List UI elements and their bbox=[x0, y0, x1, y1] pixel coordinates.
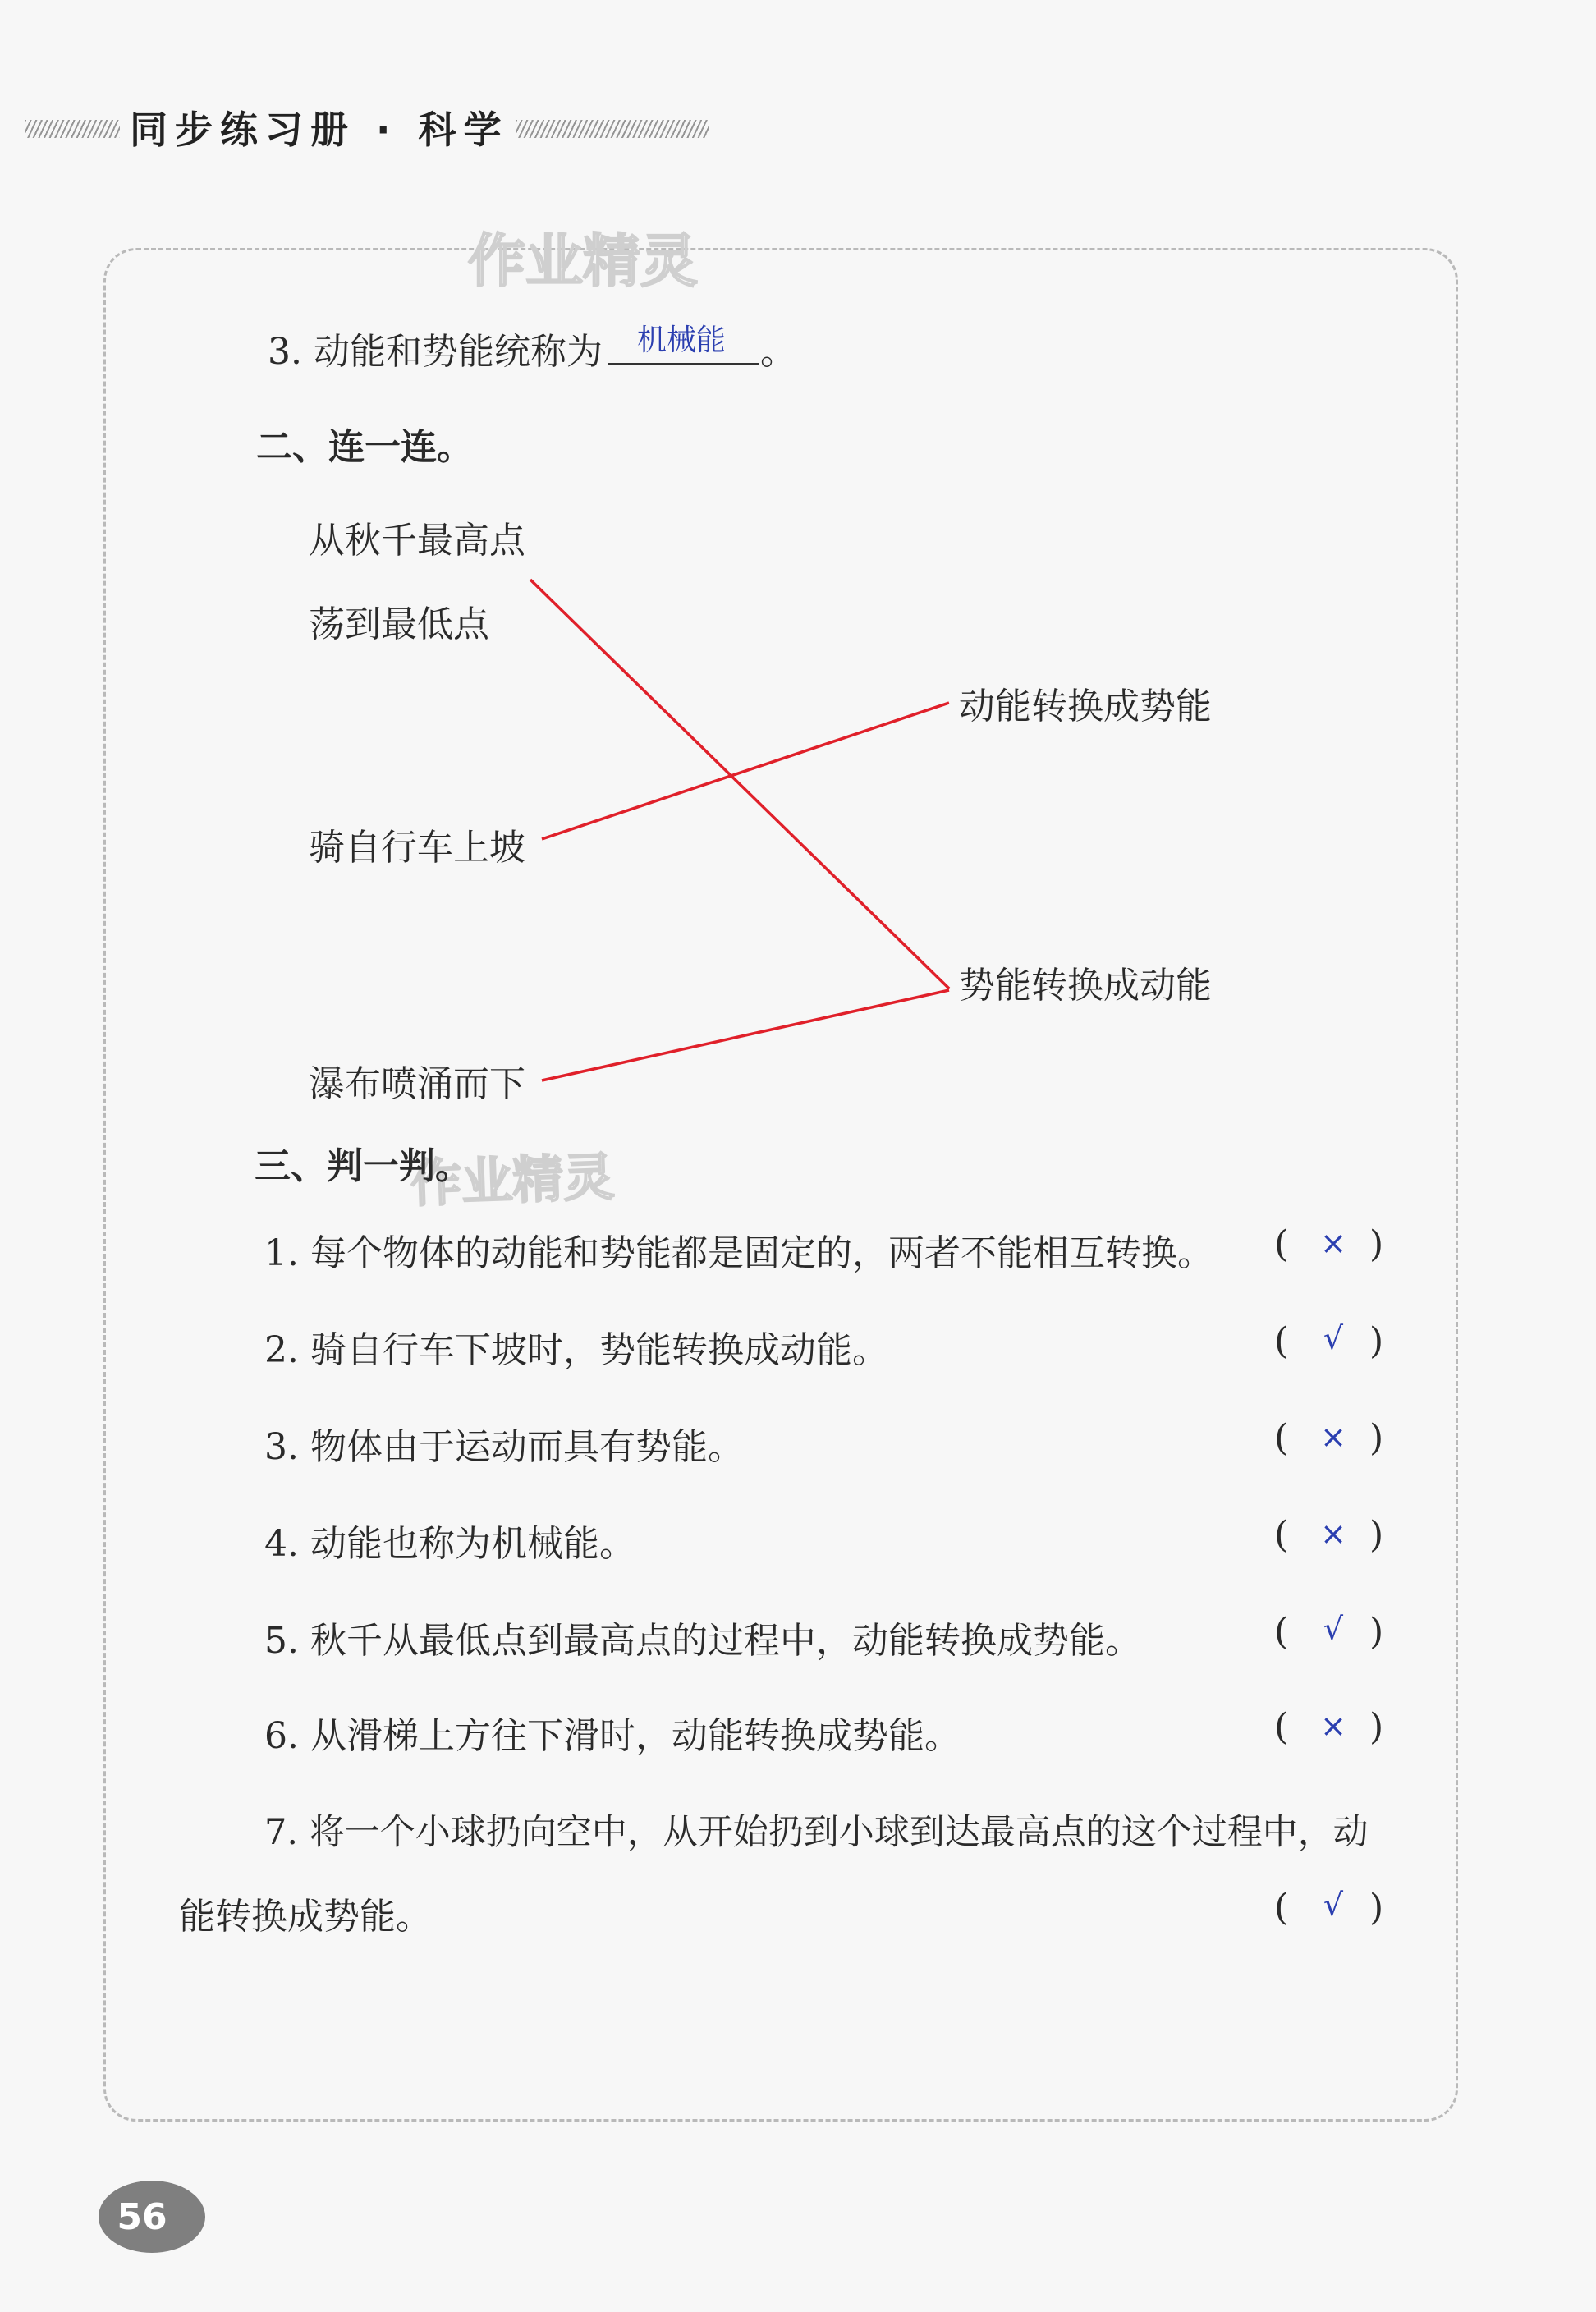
judge-answer-mark: √ bbox=[1323, 1887, 1344, 1923]
judge-item-text: 6. 从滑梯上方往下滑时，动能转换成势能。 bbox=[264, 1715, 961, 1757]
paren-open: ( bbox=[1274, 1223, 1289, 1265]
paren-open: ( bbox=[1274, 1514, 1289, 1556]
judge-item-text: 4. 动能也称为机械能。 bbox=[264, 1523, 635, 1565]
paren-close: ) bbox=[1369, 1887, 1384, 1929]
paren-close: ) bbox=[1369, 1706, 1384, 1748]
fill-question-text: 3. 动能和势能统称为 bbox=[268, 331, 603, 373]
match-right-item: 势能转换成动能 bbox=[959, 965, 1212, 1007]
paren-close: ) bbox=[1369, 1514, 1384, 1556]
match-right-item: 动能转换成势能 bbox=[959, 686, 1212, 727]
header-title: 同步练习册 · 科学 bbox=[130, 108, 509, 152]
paren-open: ( bbox=[1274, 1887, 1289, 1929]
judge-item-text: 7. 将一个小球扔向空中，从开始扔到小球到达最高点的这个过程中，动 bbox=[264, 1812, 1369, 1853]
paren-open: ( bbox=[1274, 1706, 1289, 1748]
judge-answer-mark: × bbox=[1320, 1708, 1346, 1744]
page-number: 56 bbox=[99, 2181, 205, 2253]
match-left-item: 荡到最低点 bbox=[309, 603, 489, 645]
match-left-item: 瀑布喷涌而下 bbox=[309, 1063, 525, 1105]
fill-question-tail: 。 bbox=[760, 331, 796, 373]
judge-item-text: 1. 每个物体的动能和势能都是固定的，两者不能相互转换。 bbox=[264, 1232, 1213, 1274]
judge-answer-mark: × bbox=[1320, 1419, 1346, 1455]
paren-close: ) bbox=[1369, 1611, 1384, 1653]
match-line bbox=[542, 990, 949, 1080]
match-left-item: 骑自行车上坡 bbox=[309, 827, 525, 869]
paren-open: ( bbox=[1274, 1320, 1289, 1362]
paren-close: ) bbox=[1369, 1320, 1384, 1362]
paren-open: ( bbox=[1274, 1417, 1289, 1459]
judge-item-text: 3. 物体由于运动而具有势能。 bbox=[264, 1426, 744, 1468]
judge-item-text: 5. 秋千从最低点到最高点的过程中，动能转换成势能。 bbox=[264, 1620, 1141, 1662]
match-left-item: 从秋千最高点 bbox=[309, 520, 525, 562]
judge-item-text: 2. 骑自行车下坡时，势能转换成动能。 bbox=[264, 1329, 888, 1371]
judge-answer-mark: × bbox=[1320, 1516, 1346, 1552]
watermark-logo: 作业精灵 bbox=[468, 227, 698, 295]
section-title-matching: 二、连一连。 bbox=[256, 426, 473, 468]
paren-close: ) bbox=[1369, 1417, 1384, 1459]
judge-answer-mark: √ bbox=[1323, 1611, 1344, 1647]
paren-close: ) bbox=[1369, 1223, 1384, 1265]
judge-answer-mark: × bbox=[1320, 1225, 1346, 1261]
match-line bbox=[542, 703, 949, 839]
judge-item-text-continued: 能转换成势能。 bbox=[179, 1896, 432, 1938]
paren-open: ( bbox=[1274, 1611, 1289, 1653]
section-title-judge: 三、判一判。 bbox=[255, 1145, 471, 1187]
watermark-logo: 作业精灵 bbox=[409, 1146, 616, 1214]
fill-answer: 机械能 bbox=[637, 323, 727, 357]
judge-answer-mark: √ bbox=[1323, 1320, 1344, 1356]
match-line bbox=[530, 580, 949, 989]
